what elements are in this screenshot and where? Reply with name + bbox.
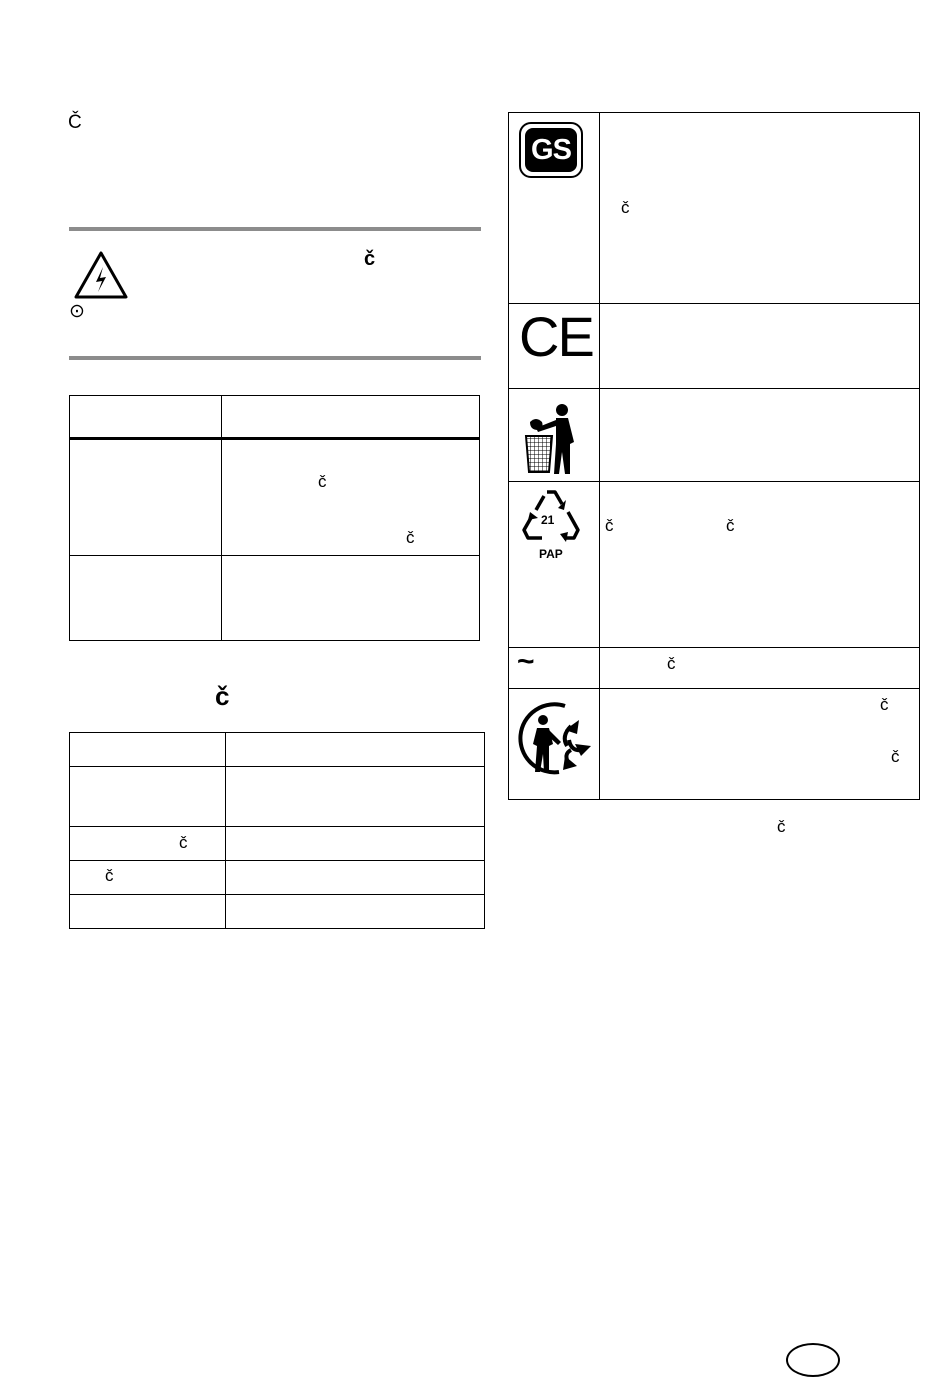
recycle-number: 21 xyxy=(541,513,555,527)
alternating-current-icon: ~ xyxy=(517,645,535,678)
gs-mark-icon xyxy=(519,122,583,178)
specs-table-divider xyxy=(221,395,222,641)
triman-text-char: č xyxy=(880,695,889,714)
recycle-text-char: č xyxy=(726,516,735,535)
gs-mark-text: GS xyxy=(525,128,577,172)
symbols-row-rule xyxy=(508,647,920,648)
specs-table xyxy=(69,395,480,641)
recycle-label: PAP xyxy=(539,547,563,561)
waste-bin-icon xyxy=(522,402,580,474)
specs-table-header-rule xyxy=(69,437,480,440)
country-code-badge xyxy=(786,1343,840,1377)
symbols-row-rule xyxy=(508,303,920,304)
gs-text-char: č xyxy=(621,198,630,217)
table-cell-char: č xyxy=(406,528,415,547)
symbols-row-rule xyxy=(508,481,920,482)
ac-text-char: č xyxy=(667,654,676,673)
ce-mark-icon: CE xyxy=(519,305,593,368)
table-cell-char: č xyxy=(179,833,188,852)
contents-table-row-rule xyxy=(69,766,485,767)
triman-text-char: č xyxy=(891,747,900,766)
triman-recycling-icon xyxy=(515,700,593,776)
warning-top-rule xyxy=(69,227,481,231)
warning-bold-char: č xyxy=(364,248,376,270)
symbols-row-rule xyxy=(508,688,920,689)
contents-table xyxy=(69,732,485,929)
table-cell-char: č xyxy=(318,472,327,491)
warning-bottom-rule xyxy=(69,356,481,360)
footnote-char: č xyxy=(777,817,786,836)
table-cell-char: č xyxy=(105,866,114,885)
contents-table-row-rule xyxy=(69,826,485,827)
electric-warning-icon xyxy=(73,250,129,300)
symbols-table-divider xyxy=(599,112,600,800)
contents-table-row-rule xyxy=(69,860,485,861)
contents-table-row-rule xyxy=(69,894,485,895)
symbols-row-rule xyxy=(508,388,920,389)
specs-table-row-rule xyxy=(69,555,480,556)
recycle-text-char: č xyxy=(605,516,614,535)
contents-table-divider xyxy=(225,732,226,929)
section-heading-char: č xyxy=(215,681,230,711)
target-symbol: ⊙ xyxy=(69,301,85,322)
section-title-char: Č xyxy=(68,112,82,133)
